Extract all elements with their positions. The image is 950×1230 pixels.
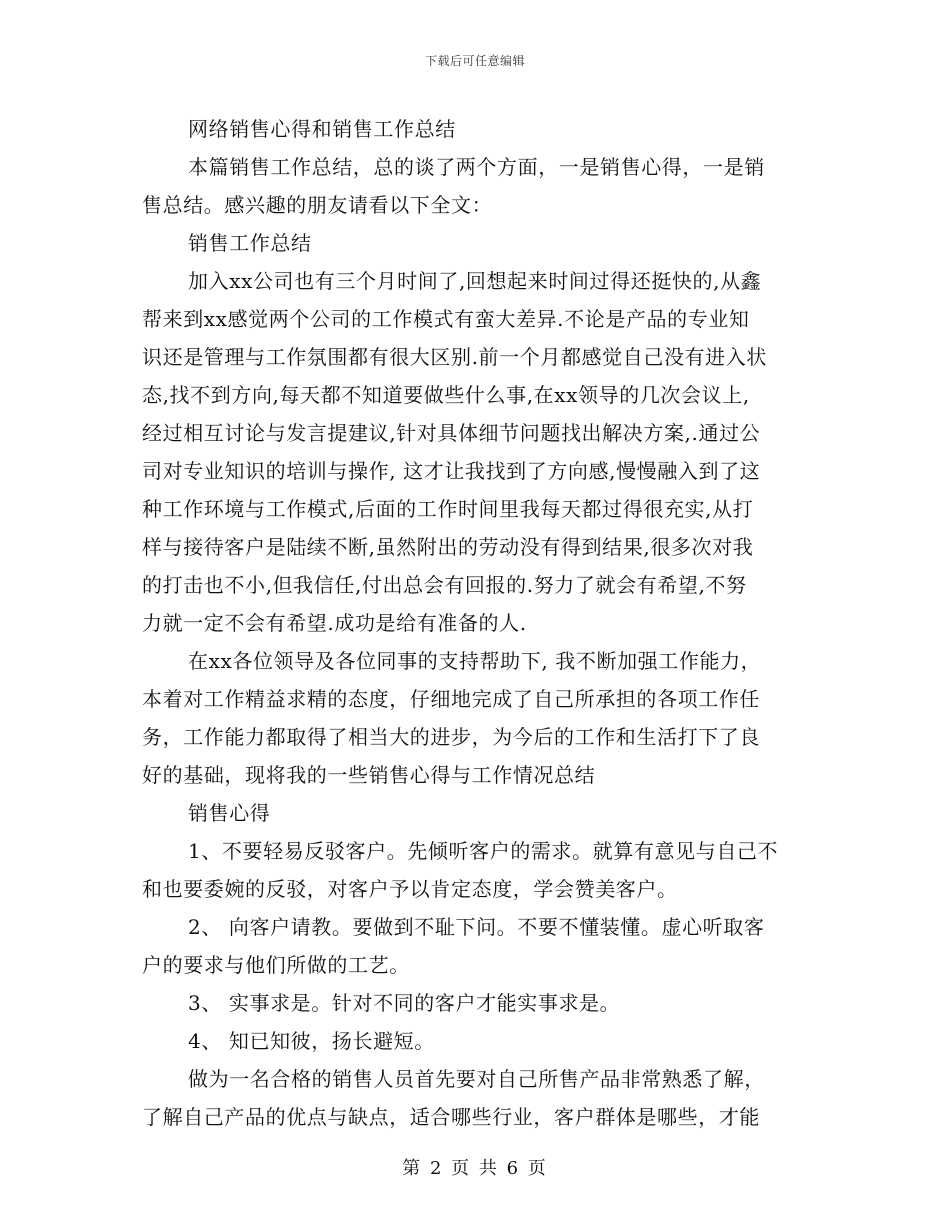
page-header-note: 下载后可任意编辑 xyxy=(424,54,525,68)
paragraph-line: 力就一定不会有希望.成功是给有准备的人. xyxy=(142,611,527,635)
paragraph-line: 做为一名合格的销售人员首先要对自己所售产品非常熟悉了解， xyxy=(188,1067,765,1091)
list-item-line: 4、 知已知彼，扬长避短。 xyxy=(188,1029,435,1053)
paragraph-line: 售总结。感兴趣的朋友请看以下全文： xyxy=(142,193,493,217)
paragraph-line: 司对专业知识的培训与操作, 这才让我找到了方向感,慢慢融入到了这 xyxy=(142,459,761,483)
paragraph-line: 的打击也不小,但我信任,付出总会有回报的.努力了就会有希望,不努 xyxy=(142,573,747,597)
paragraph-line: 种工作环境与工作模式,后面的工作时间里我每天都过得很充实,从打 xyxy=(142,497,754,521)
section-heading-sales-summary: 销售工作总结 xyxy=(188,231,312,255)
paragraph-line: 了解自己产品的优点与缺点，适合哪些行业，客户群体是哪些，才能 xyxy=(142,1105,760,1129)
list-item-line: 2、 向客户请教。要做到不耻下问。不要不懂装懂。虚心听取客 xyxy=(188,915,765,939)
paragraph-line: 本篇销售工作总结，总的谈了两个方面，一是销售心得，一是销 xyxy=(188,155,765,179)
paragraph-line: 加入xx公司也有三个月时间了,回想起来时间过得还挺快的,从鑫 xyxy=(188,269,762,293)
paragraph-line: 经过相互讨论与发言提建议,针对具体细节问题找出解决方案,.通过公 xyxy=(142,421,761,445)
document-body xyxy=(142,110,808,1136)
page-number-footer: 第 2 页 共 6 页 xyxy=(402,1158,548,1179)
paragraph-line: 本着对工作精益求精的态度，仔细地完成了自己所承担的各项工作任 xyxy=(142,687,760,711)
paragraph-line: 帮来到xx感觉两个公司的工作模式有蛮大差异.不论是产品的专业知 xyxy=(142,307,750,331)
paragraph-line: 好的基础，现将我的一些销售心得与工作情况总结 xyxy=(142,763,596,787)
paragraph-line: 态,找不到方向,每天都不知道要做些什么事,在xx领导的几次会议上, xyxy=(142,383,750,407)
document-title: 网络销售心得和销售工作总结 xyxy=(188,117,456,141)
paragraph-line: 在xx各位领导及各位同事的支持帮助下, 我不断加强工作能力， xyxy=(188,649,762,673)
list-item-line: 和也要委婉的反驳，对客户予以肯定态度，学会赞美客户。 xyxy=(142,877,678,901)
paragraph-line: 样与接待客户是陆续不断,虽然附出的劳动没有得到结果,很多次对我 xyxy=(142,535,754,559)
list-item-line: 户的要求与他们所做的工艺。 xyxy=(142,953,410,977)
paragraph-line: 务，工作能力都取得了相当大的进步，为今后的工作和生活打下了良 xyxy=(142,725,760,749)
paragraph-line: 识还是管理与工作氛围都有很大区别.前一个月都感觉自己没有进入状 xyxy=(142,345,767,369)
list-item-line: 1、不要轻易反驳客户。先倾听客户的需求。就算有意见与自己不 xyxy=(188,839,779,863)
list-item-line: 3、 实事求是。针对不同的客户才能实事求是。 xyxy=(188,991,621,1015)
section-heading-sales-insights: 销售心得 xyxy=(188,801,271,825)
